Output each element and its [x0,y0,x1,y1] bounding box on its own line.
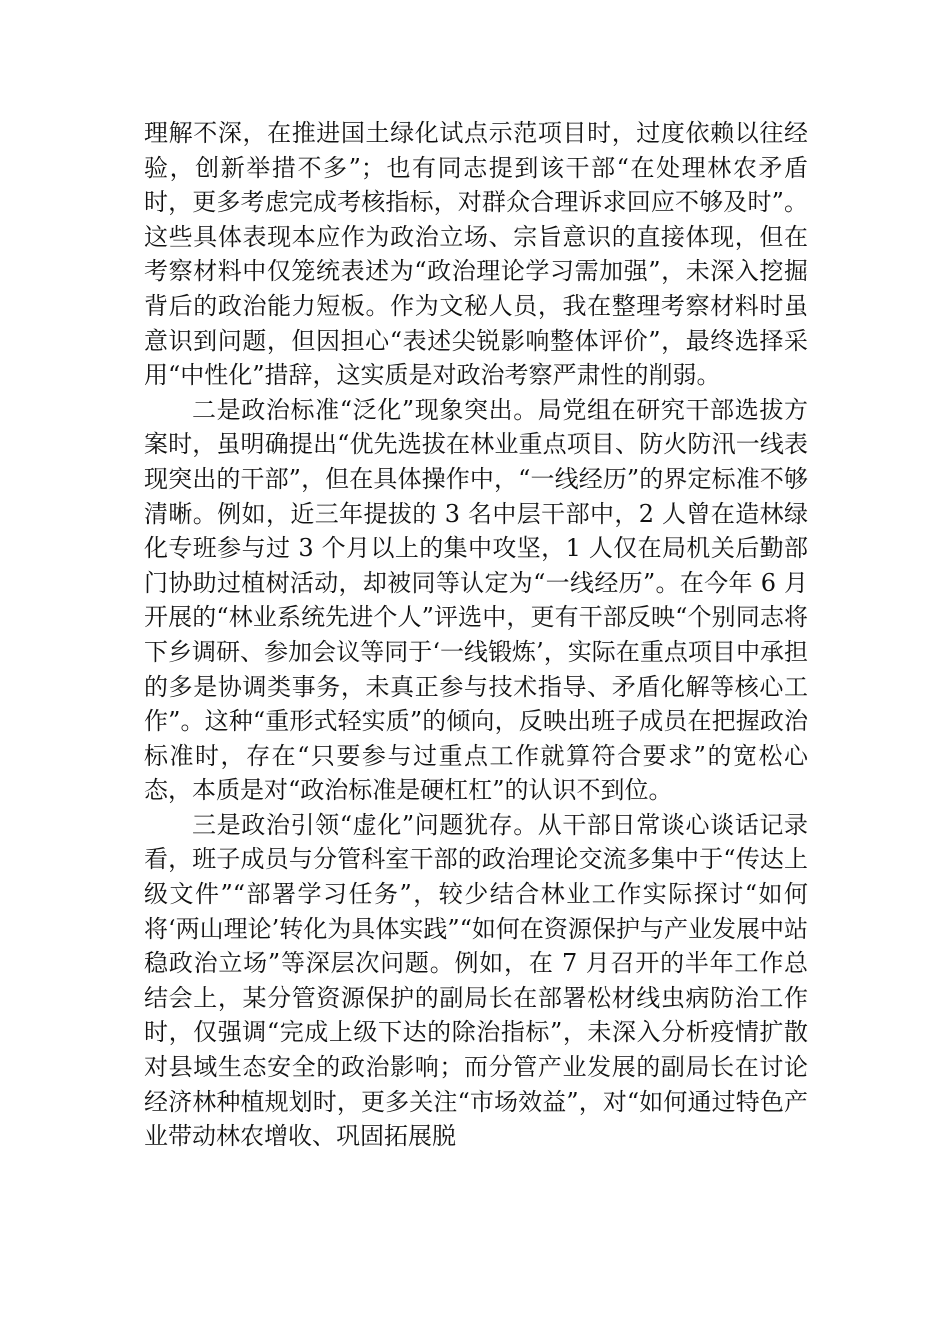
paragraph-continuation: 理解不深，在推进国土绿化试点示范项目时，过度依赖以往经验，创新举措不多”；也有同志提到该干部“在处理林农矛盾时，更多考虑完成考核指标，对群众合理诉求回应不够及时”。这些具体表现本应作为政治立场、宗旨意识的直接体现，但在考察材料中仅笼统表述为“政治理论学习需加强”，未深入挖掘背后的政治能力短板。作为文秘人员，我在整理考察材料时虽意识到问题，但因担心“表述尖锐影响整体评价”，最终选择采用“中性化”措辞，这实质是对政治考察严肃性的削弱。 [144,119,808,390]
document-body [144,116,808,1154]
paragraph-political-leadership: 三是政治引领“虚化”问题犹存。从干部日常谈心谈话记录看，班子成员与分管科室干部的政治理论交流多集中于“传达上级文件”“部署学习任务”，较少结合林业工作实际探讨“如何将‘两山理论’转化为具体实践”“如何在资源保护与产业发展中站稳政治立场”等深层次问题。例如，在 7 月召开的半年工作总结会上，某分管资源保护的副局长在部署松材线虫病防治工作时，仅强调“完成上级下达的除治指标”，未深入分析疫情扩散对县域生态安全的政治影响；而分管产业发展的副局长在讨论经济林种植规划时，更多关注“市场效益”，对“如何通过特色产业带动林农增收、巩固拓展脱 [144,810,808,1151]
paragraph-political-standard: 二是政治标准“泛化”现象突出。局党组在研究干部选拔方案时，虽明确提出“优先选拔在林业重点项目、防火防汛一线表现突出的干部”，但在具体操作中，“一线经历”的界定标准不够清晰。例如，近三年提拔的 3 名中层干部中，2 人曾在造林绿化专班参与过 3 个月以上的集中攻坚，1 人仅在局机关后勤部门协助过植树活动，却被同等认定为“一线经历”。在今年 6 月开展的“林业系统先进个人”评选中，更有干部反映“个别同志将下乡调研、参加会议等同于‘一线锻炼’，实际在重点项目中承担的多是协调类事务，未真正参与技术指导、矛盾化解等核心工作”。这种“重形式轻实质”的倾向，反映出班子成员在把握政治标准时，存在“只要参与过重点工作就算符合要求”的宽松心态，本质是对“政治标准是硬杠杠”的认识不到位。 [144,395,808,805]
